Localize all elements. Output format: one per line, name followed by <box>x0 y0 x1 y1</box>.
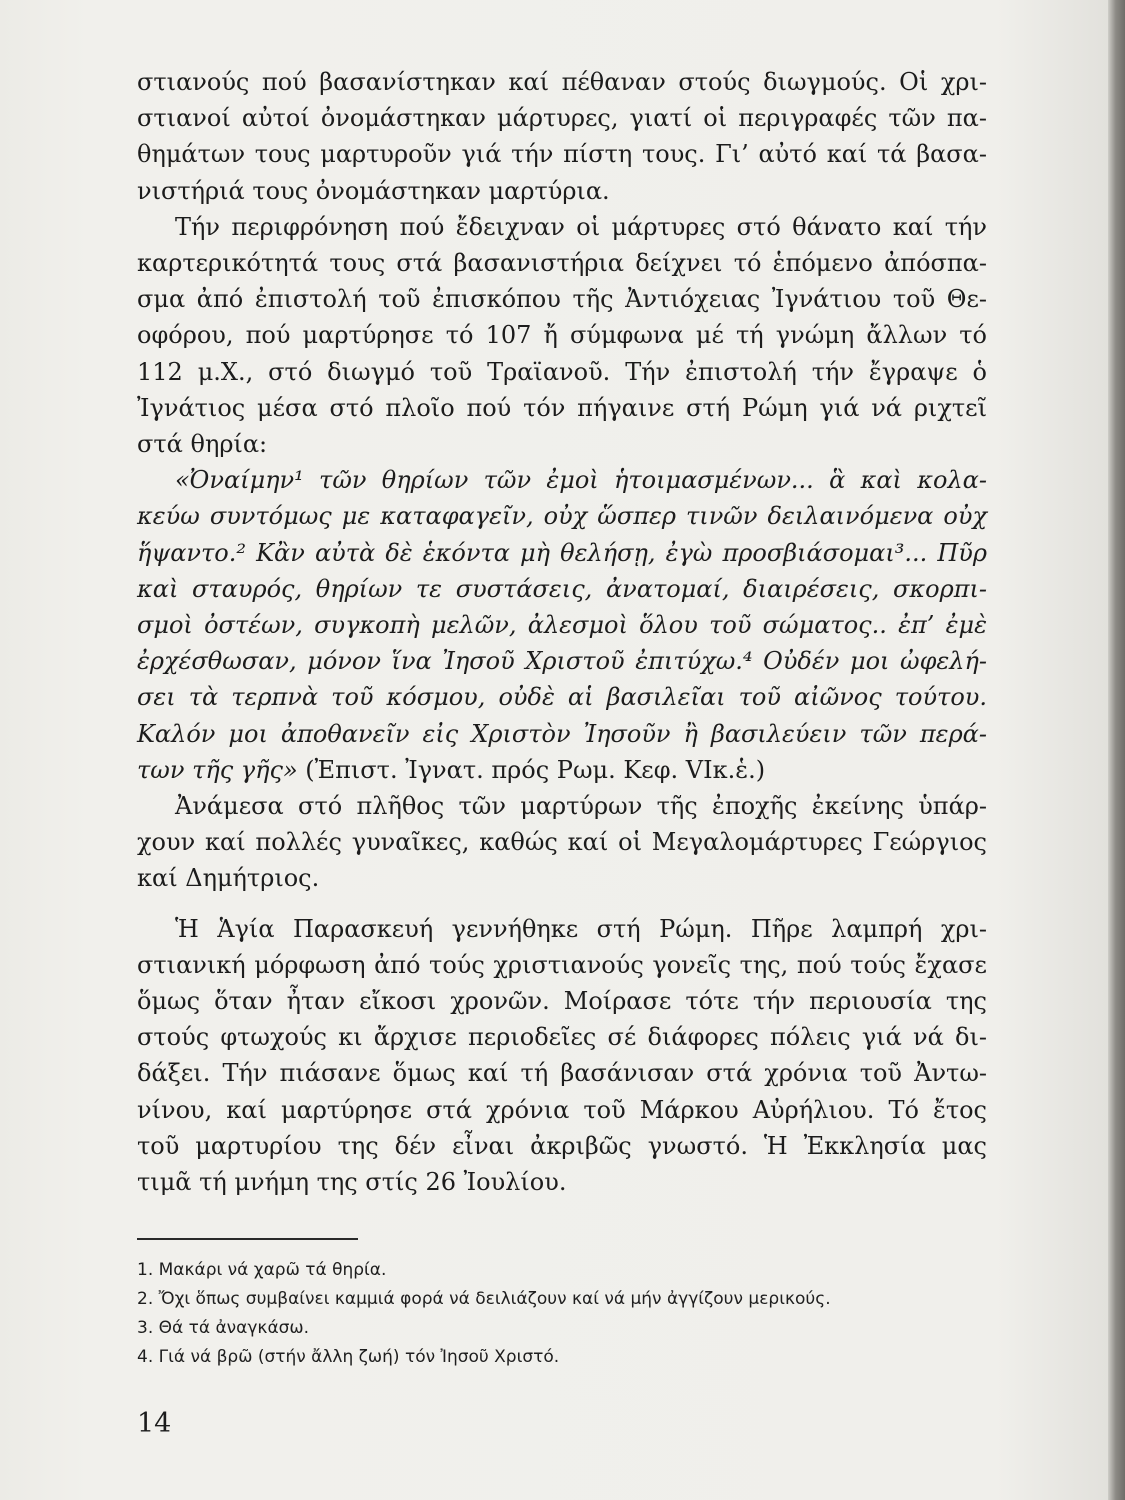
quote-last-line: των τῆς γῆς» <box>137 755 298 784</box>
ignatius-quote <box>137 462 987 788</box>
quote-line <box>137 752 987 788</box>
text-line: στιανούς πού βασανίστηκαν καί πέθαναν στούς διωγμούς. Οἱ χρι- <box>137 68 987 96</box>
quote-line: καὶ σταυρός, θηρίων τε συστάσεις, ἀνατομαί, διαιρέσεις, σκορπι- <box>137 574 987 603</box>
quote-line: σει τὰ τερπνὰ τοῦ κόσμου, οὐδὲ αἱ βασιλεῖαι τοῦ αἰῶνος τούτου. <box>137 683 987 712</box>
text-line: στιανική μόρφωση ἀπό τούς χριστιανούς γονεῖς της, πού τούς ἔχασε <box>137 950 987 979</box>
footnotes <box>137 1256 997 1372</box>
text-line: Ἡ Ἁγία Παρασκευή γεννήθηκε στή Ρώμη. Πῆρε λαμπρή χρι- <box>175 914 987 943</box>
paragraph-martyrs <box>137 64 987 209</box>
quote-line: σμοὶ ὀστέων, συγκοπὴ μελῶν, ἀλεσμοὶ ὅλου τοῦ σώματος.. ἐπ’ ἐμὲ <box>137 611 987 640</box>
footnote-4: 4. Γιά νά βρῶ (στήν ἄλλη ζωή) τόν Ἰησοῦ Χριστό. <box>137 1347 560 1367</box>
quote-source: (Ἐπιστ. Ἰγνατ. πρός Ρωμ. Κεφ. VIκ.ἑ.) <box>297 755 766 784</box>
footnote-divider <box>137 1238 358 1240</box>
text-line: ὅμως ὅταν ἦταν εἴκοσι χρονῶν. Μοίρασε τότε τήν περιουσία της <box>137 987 987 1016</box>
book-spine-edge <box>1108 0 1125 1500</box>
text-line: νίνου, καί μαρτύρησε στά χρόνια τοῦ Μάρκου Αὐρήλιου. Τό ἔτος <box>137 1095 987 1124</box>
text-line: στά θηρία: <box>137 430 268 459</box>
paragraph-agia-paraskevi <box>137 911 987 1201</box>
quote-line: «Ὀναίμην¹ τῶν θηρίων τῶν ἐμοὶ ἡτοιμασμένων... ἃ καὶ κολα- <box>175 466 987 495</box>
text-line: χουν καί πολλές γυναῖκες, καθώς καί οἱ Μεγαλομάρτυρες Γεώργιος <box>137 828 987 857</box>
text-line: νιστήριά τους ὀνομάστηκαν μαρτύρια. <box>137 176 610 205</box>
text-line: καρτερικότητά τους στά βασανιστήρια δείχνει τό ἑπόμενο ἀπόσπα- <box>137 249 987 278</box>
footnote-2: 2. Ὄχι ὅπως συμβαίνει καμμιά φορά νά δειλιάζουν καί νά μήν ἀγγίζουν μερικούς. <box>137 1289 831 1309</box>
text-line: δάξει. Τήν πιάσανε ὅμως καί τή βασάνισαν στά χρόνια τοῦ Ἀντω- <box>137 1059 987 1088</box>
text-line: 112 μ.Χ., στό διωγμό τοῦ Τραϊανοῦ. Τήν ἐπιστολή τήν ἔγραψε ὁ <box>137 357 987 386</box>
text-line: στούς φτωχούς κι ἄρχισε περιοδεῖες σέ διάφορες πόλεις γιά νά δι- <box>137 1023 987 1052</box>
paragraph-ignatius <box>137 209 987 462</box>
footnote-1: 1. Μακάρι νά χαρῶ τά θηρία. <box>137 1260 387 1280</box>
footnote-3: 3. Θά τά ἀναγκάσω. <box>137 1318 310 1338</box>
text-line: Ἀνάμεσα στό πλῆθος τῶν μαρτύρων τῆς ἐποχῆς ἐκείνης ὑπάρ- <box>175 792 987 821</box>
text-line: τιμᾶ τή μνήμη της στίς 26 Ἰουλίου. <box>137 1168 567 1197</box>
body-text <box>137 64 987 1200</box>
text-line: τοῦ μαρτυρίου της δέν εἶναι ἀκριβῶς γνωστό. Ἡ Ἐκκλησία μας <box>137 1131 987 1160</box>
page-number: 14 <box>137 1408 172 1439</box>
text-line: στιανοί αὐτοί ὀνομάστηκαν μάρτυρες, γιατί οἱ περιγραφές τῶν πα- <box>137 104 987 133</box>
text-line: θημάτων τους μαρτυροῦν γιά τήν πίστη τους. Γι’ αὐτό καί τά βασα- <box>137 140 987 169</box>
text-line: Ἰγνάτιος μέσα στό πλοῖο πού τόν πήγαινε στή Ρώμη γιά νά ριχτεῖ <box>137 393 987 422</box>
text-line: Τήν περιφρόνηση πού ἔδειχναν οἱ μάρτυρες στό θάνατο καί τήν <box>175 212 987 241</box>
paragraph-women-martyrs <box>137 788 987 897</box>
quote-line: κεύω συντόμως με καταφαγεῖν, οὐχ ὥσπερ τινῶν δειλαινόμενα οὐχ <box>137 502 987 531</box>
quote-line: ἥψαντο.² Κἂν αὐτὰ δὲ ἑκόντα μὴ θελήσῃ, ἐγὼ προσβιάσομαι³... Πῦρ <box>137 538 987 567</box>
text-line: σμα ἀπό ἐπιστολή τοῦ ἐπισκόπου τῆς Ἀντιόχειας Ἰγνάτιου τοῦ Θε- <box>137 285 987 314</box>
text-line: καί Δημήτριος. <box>137 864 320 893</box>
text-line: οφόρου, πού μαρτύρησε τό 107 ἤ σύμφωνα μέ τή γνώμη ἄλλων τό <box>137 321 987 350</box>
quote-line: ἐρχέσθωσαν, μόνον ἵνα Ἰησοῦ Χριστοῦ ἐπιτύχω.⁴ Οὐδέν μοι ὠφελή- <box>137 647 987 676</box>
quote-line: Καλόν μοι ἀποθανεῖν εἰς Χριστὸν Ἰησοῦν ἢ βασιλεύειν τῶν περά- <box>137 719 987 748</box>
